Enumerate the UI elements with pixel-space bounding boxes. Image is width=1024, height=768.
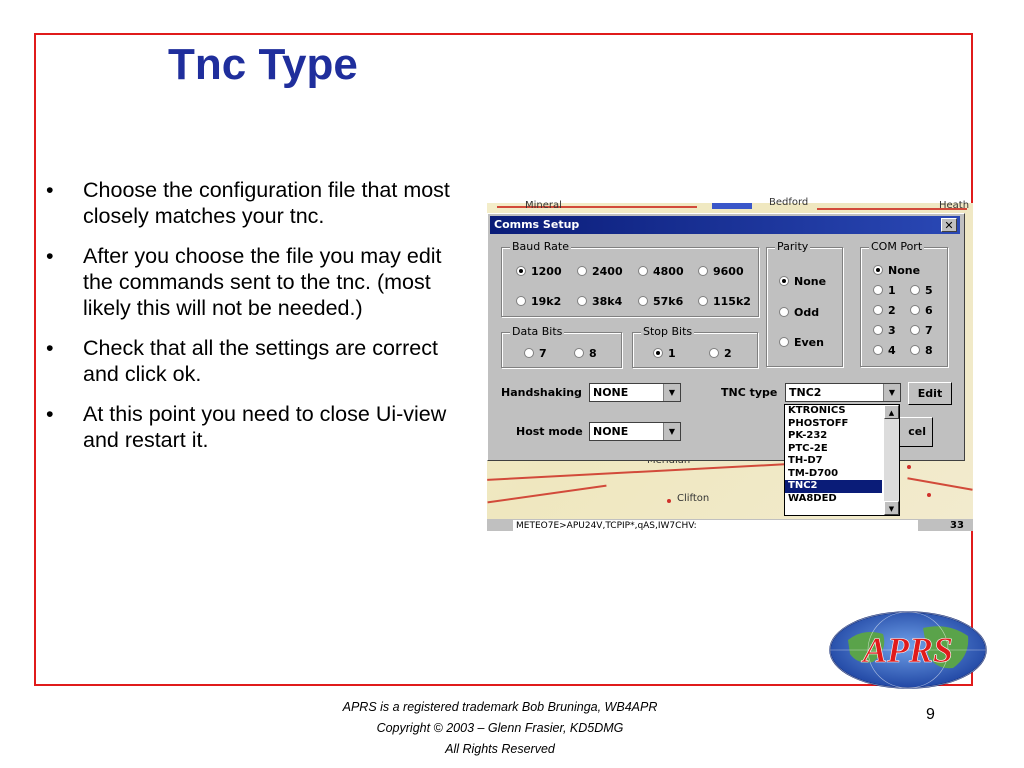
host-mode-label: Host mode	[516, 425, 583, 438]
radio-com-1[interactable]: 1	[873, 284, 896, 297]
list-item[interactable]: TM-D700	[788, 467, 839, 479]
bullet-item: • Choose the configuration file that most closely matches your tnc.	[46, 178, 450, 228]
list-item[interactable]: PTC-2E	[788, 442, 828, 454]
handshaking-select[interactable]: NONE ▼	[589, 383, 681, 402]
radio-baud-38k4[interactable]: 38k4	[577, 295, 622, 308]
list-item[interactable]: PK-232	[788, 430, 828, 441]
bullet-item: • Check that all the settings are correct and click ok.	[46, 336, 438, 386]
scroll-up-icon[interactable]: ▲	[884, 405, 899, 419]
radio-com-7[interactable]: 7	[910, 324, 933, 337]
radio-com-5[interactable]: 5	[910, 284, 933, 297]
radio-stopbits-1[interactable]: 1	[653, 347, 676, 360]
data-bits-label: Data Bits	[512, 325, 563, 338]
parity-label: Parity	[777, 240, 809, 253]
page-number: 9	[926, 706, 935, 723]
slide-title: Tnc Type	[168, 40, 358, 89]
status-number: 33	[950, 520, 964, 531]
bullet-item: • At this point you need to close Ui-view and restart it.	[46, 402, 447, 452]
radio-dot-icon	[577, 296, 587, 306]
radio-dot-icon	[698, 296, 708, 306]
radio-baud-115k2[interactable]: 115k2	[698, 295, 751, 308]
map-label-heath: Heath	[939, 200, 970, 211]
logo-text: APRS	[862, 630, 954, 670]
footer-copyright: Copyright © 2003 – Glenn Frasier, KD5DMG	[376, 721, 624, 735]
radio-dot-icon	[910, 285, 920, 295]
com-port-group	[860, 240, 948, 367]
map-label-mineral: Mineral	[525, 200, 562, 211]
chevron-down-icon[interactable]: ▼	[663, 384, 680, 401]
radio-baud-57k6[interactable]: 57k6	[638, 295, 683, 308]
radio-com-6[interactable]: 6	[910, 304, 933, 317]
list-item[interactable]: TH-D7	[788, 455, 823, 466]
radio-baud-4800[interactable]: 4800	[638, 265, 684, 278]
radio-dot-icon	[779, 276, 789, 286]
host-mode-select[interactable]: NONE ▼	[589, 422, 681, 441]
status-bar	[487, 519, 973, 531]
radio-com-none[interactable]: None	[873, 264, 920, 277]
bullet-list	[46, 177, 476, 467]
status-text: METEO7E>APU24V,TCPIP*,qAS,IW7CHV:	[513, 520, 918, 532]
radio-baud-9600[interactable]: 9600	[698, 265, 744, 278]
radio-baud-1200[interactable]: 1200	[516, 265, 562, 278]
bullet-glyph: •	[46, 402, 54, 426]
edit-button[interactable]: Edit	[908, 382, 952, 405]
list-item[interactable]: WA8DED	[788, 492, 837, 504]
radio-dot-icon	[910, 305, 920, 315]
dialog-title: Comms Setup	[494, 218, 580, 231]
map-label-clifton: Clifton	[677, 493, 710, 504]
map-marker	[927, 493, 931, 497]
radio-com-8[interactable]: 8	[910, 344, 933, 357]
chevron-down-icon[interactable]: ▼	[663, 423, 680, 440]
stop-bits-group	[632, 325, 758, 368]
dropdown-scrollbar[interactable]	[884, 405, 899, 515]
dialog-titlebar[interactable]	[490, 216, 960, 234]
tnc-type-select[interactable]: TNC2 ▼	[785, 383, 901, 402]
list-item-selected[interactable]: TNC2	[785, 480, 882, 493]
radio-databits-7[interactable]: 7	[524, 347, 547, 360]
uiview-screenshot	[487, 197, 973, 531]
footer-trademark: APRS is a registered trademark Bob Bruninga, WB4APR	[342, 700, 658, 714]
map-marker	[907, 465, 911, 469]
com-port-label: COM Port	[871, 240, 923, 253]
data-bits-group	[501, 325, 622, 368]
radio-com-4[interactable]: 4	[873, 344, 896, 357]
bullet-glyph: •	[46, 336, 54, 360]
baud-rate-group	[501, 240, 759, 317]
radio-dot-icon	[910, 345, 920, 355]
stop-bits-label: Stop Bits	[643, 325, 693, 338]
map-water	[712, 203, 752, 209]
radio-stopbits-2[interactable]: 2	[709, 347, 732, 360]
radio-baud-19k2[interactable]: 19k2	[516, 295, 561, 308]
radio-dot-icon	[638, 266, 648, 276]
baud-rate-label: Baud Rate	[512, 240, 569, 253]
radio-dot-icon	[574, 348, 584, 358]
bullet-glyph: •	[46, 178, 54, 202]
cancel-button[interactable]: cel	[883, 417, 933, 447]
radio-dot-icon	[653, 348, 663, 358]
tnc-type-label: TNC type	[721, 386, 778, 399]
footer-rights: All Rights Reserved	[445, 742, 555, 756]
radio-dot-icon	[873, 325, 883, 335]
parity-group	[766, 240, 843, 367]
bullet-glyph: •	[46, 244, 54, 268]
radio-parity-none[interactable]: None	[779, 275, 826, 288]
radio-dot-icon	[873, 305, 883, 315]
bullet-item: • After you choose the file you may edit the commands sent to the tnc. (most likely this will not be needed.)	[46, 244, 442, 320]
radio-dot-icon	[638, 296, 648, 306]
close-button[interactable]: ✕	[941, 218, 957, 232]
tnc-type-dropdown-list	[784, 404, 900, 516]
chevron-down-icon[interactable]: ▼	[883, 384, 900, 401]
list-item[interactable]: PHOSTOFF	[788, 417, 849, 429]
radio-baud-2400[interactable]: 2400	[577, 265, 623, 278]
radio-dot-icon	[779, 337, 789, 347]
radio-dot-icon	[873, 285, 883, 295]
aprs-logo	[828, 610, 988, 690]
radio-parity-even[interactable]: Even	[779, 336, 824, 349]
handshaking-label: Handshaking	[501, 386, 582, 399]
scroll-down-icon[interactable]: ▼	[884, 501, 899, 515]
radio-dot-icon	[873, 345, 883, 355]
radio-dot-icon	[873, 265, 883, 275]
radio-parity-odd[interactable]: Odd	[779, 306, 819, 319]
map-label-bedford: Bedford	[769, 197, 809, 208]
list-item[interactable]: KTRONICS	[788, 405, 846, 416]
radio-dot-icon	[516, 296, 526, 306]
radio-dot-icon	[709, 348, 719, 358]
radio-dot-icon	[516, 266, 526, 276]
radio-dot-icon	[698, 266, 708, 276]
radio-dot-icon	[577, 266, 587, 276]
map-marker	[667, 499, 671, 503]
radio-dot-icon	[524, 348, 534, 358]
radio-databits-8[interactable]: 8	[574, 347, 597, 360]
radio-dot-icon	[910, 325, 920, 335]
radio-com-3[interactable]: 3	[873, 324, 896, 337]
radio-dot-icon	[779, 307, 789, 317]
radio-com-2[interactable]: 2	[873, 304, 896, 317]
